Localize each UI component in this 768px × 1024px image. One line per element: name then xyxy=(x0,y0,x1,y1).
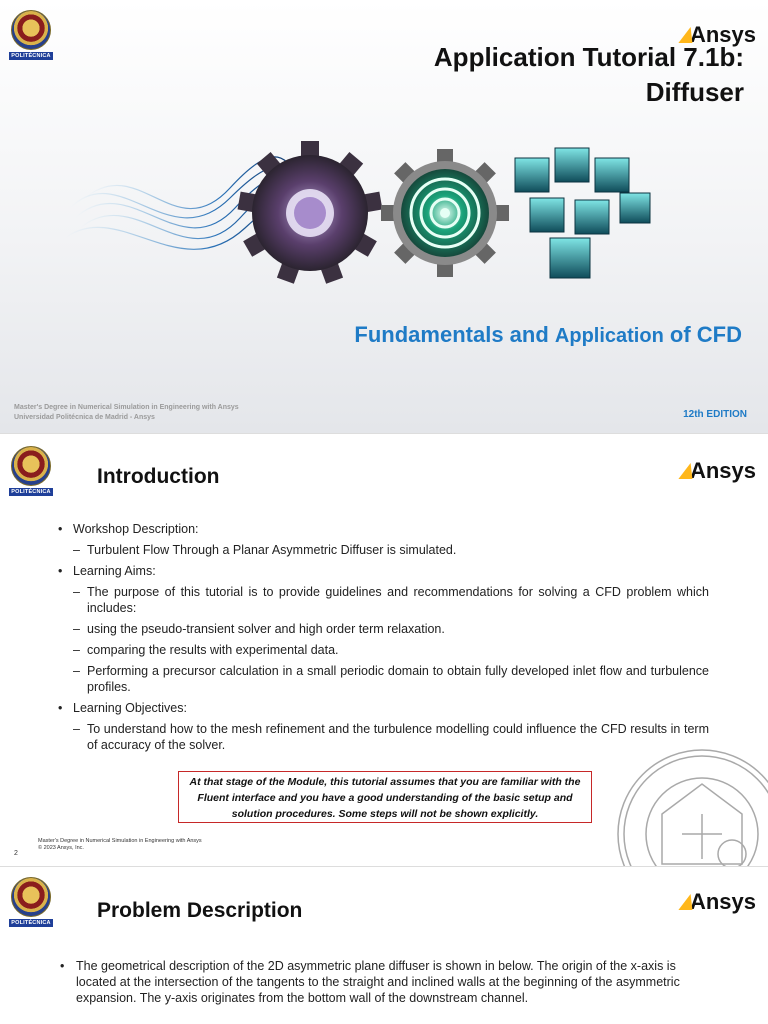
ansys-brand-text: Ansys xyxy=(689,458,756,483)
footer-line-1: Master's Degree in Numerical Simulation in Engineering with Ansys xyxy=(38,838,202,844)
subtitle-part-b: Application xyxy=(554,325,664,347)
university-crest-icon: POLITÉCNICA xyxy=(9,10,53,60)
ansys-brand-text: Ansys xyxy=(689,22,756,47)
slide-footer xyxy=(38,838,202,852)
title-line-1: Application Tutorial 7.1b: xyxy=(433,42,744,72)
presentation-title xyxy=(324,40,744,110)
bullet-geometry-description: • The geometrical description of the 2D asymmetric plane diffuser is shown in below. The origin of the x-axis is located at the intersection of the tangents to the straight and inclined walls at the beginning of the asymmetric expansion. The y-axis originates from the bottom wall of the downstream channel. xyxy=(60,958,709,1006)
subtitle-part-c: of CFD xyxy=(663,322,742,347)
problem-description-slide xyxy=(0,866,768,1024)
footer-line-2: © 2023 Ansys, Inc. xyxy=(38,845,84,851)
ansys-logo-icon xyxy=(681,889,756,915)
sub-bullet: – using the pseudo-transient solver and high order term relaxation. xyxy=(73,622,445,636)
bullet-workshop-description: • Workshop Description: xyxy=(58,521,709,537)
ansys-logo-icon xyxy=(681,458,756,484)
subtitle-part-a: Fundamentals and xyxy=(354,322,555,347)
introduction-slide xyxy=(0,433,768,866)
cfd-gears-artwork xyxy=(60,138,700,288)
green-gear xyxy=(381,149,509,277)
page-number: 2 xyxy=(14,850,18,857)
sub-bullet: – The purpose of this tutorial is to provide guidelines and recommendations for solving a CFD problem which includes: xyxy=(73,585,709,615)
sub-bullet: – Performing a precursor calculation in a small periodic domain to obtain fully developed inlet flow and turbulence profiles. xyxy=(73,664,709,694)
purple-gear xyxy=(238,141,383,284)
university-crest-icon: POLITÉCNICA xyxy=(9,877,53,927)
bullet-learning-objectives: • Learning Objectives: xyxy=(58,700,709,716)
sub-bullet: – comparing the results with experimental data. xyxy=(73,643,339,657)
title-slide xyxy=(0,0,768,433)
slide-title: Problem Description xyxy=(97,899,303,922)
sub-bullet: – Turbulent Flow Through a Planar Asymmetric Diffuser is simulated. xyxy=(73,543,457,557)
ansys-brand-text: Ansys xyxy=(689,889,756,914)
cyan-cubes xyxy=(515,148,650,278)
course-subtitle xyxy=(354,322,742,348)
bullet-list xyxy=(58,516,709,753)
university-crest-icon: POLITÉCNICA xyxy=(9,446,53,496)
sub-bullet: – To understand how to the mesh refinement and the turbulence modelling could influence the CFD results in term of accuracy of the solver. xyxy=(73,722,709,752)
bullet-learning-aims: • Learning Aims: xyxy=(58,563,709,579)
assumption-note: At that stage of the Module, this tutorial assumes that you are familiar with the Fluent interface and you have a good understanding of the basic setup and solution procedures. Some steps will not be shown explicitly. xyxy=(178,771,592,823)
edition-label: 12th EDITION xyxy=(683,409,747,420)
footer-line-2: Universidad Politécnica de Madrid - Ansys xyxy=(14,414,155,421)
bullet-list xyxy=(60,953,709,1006)
slide-title: Introduction xyxy=(97,465,220,488)
university-seal-icon xyxy=(612,744,768,866)
footer-line-1: Master's Degree in Numerical Simulation in Engineering with Ansys xyxy=(14,404,239,411)
slide-footer xyxy=(14,403,239,423)
title-line-2: Diffuser xyxy=(645,77,744,107)
